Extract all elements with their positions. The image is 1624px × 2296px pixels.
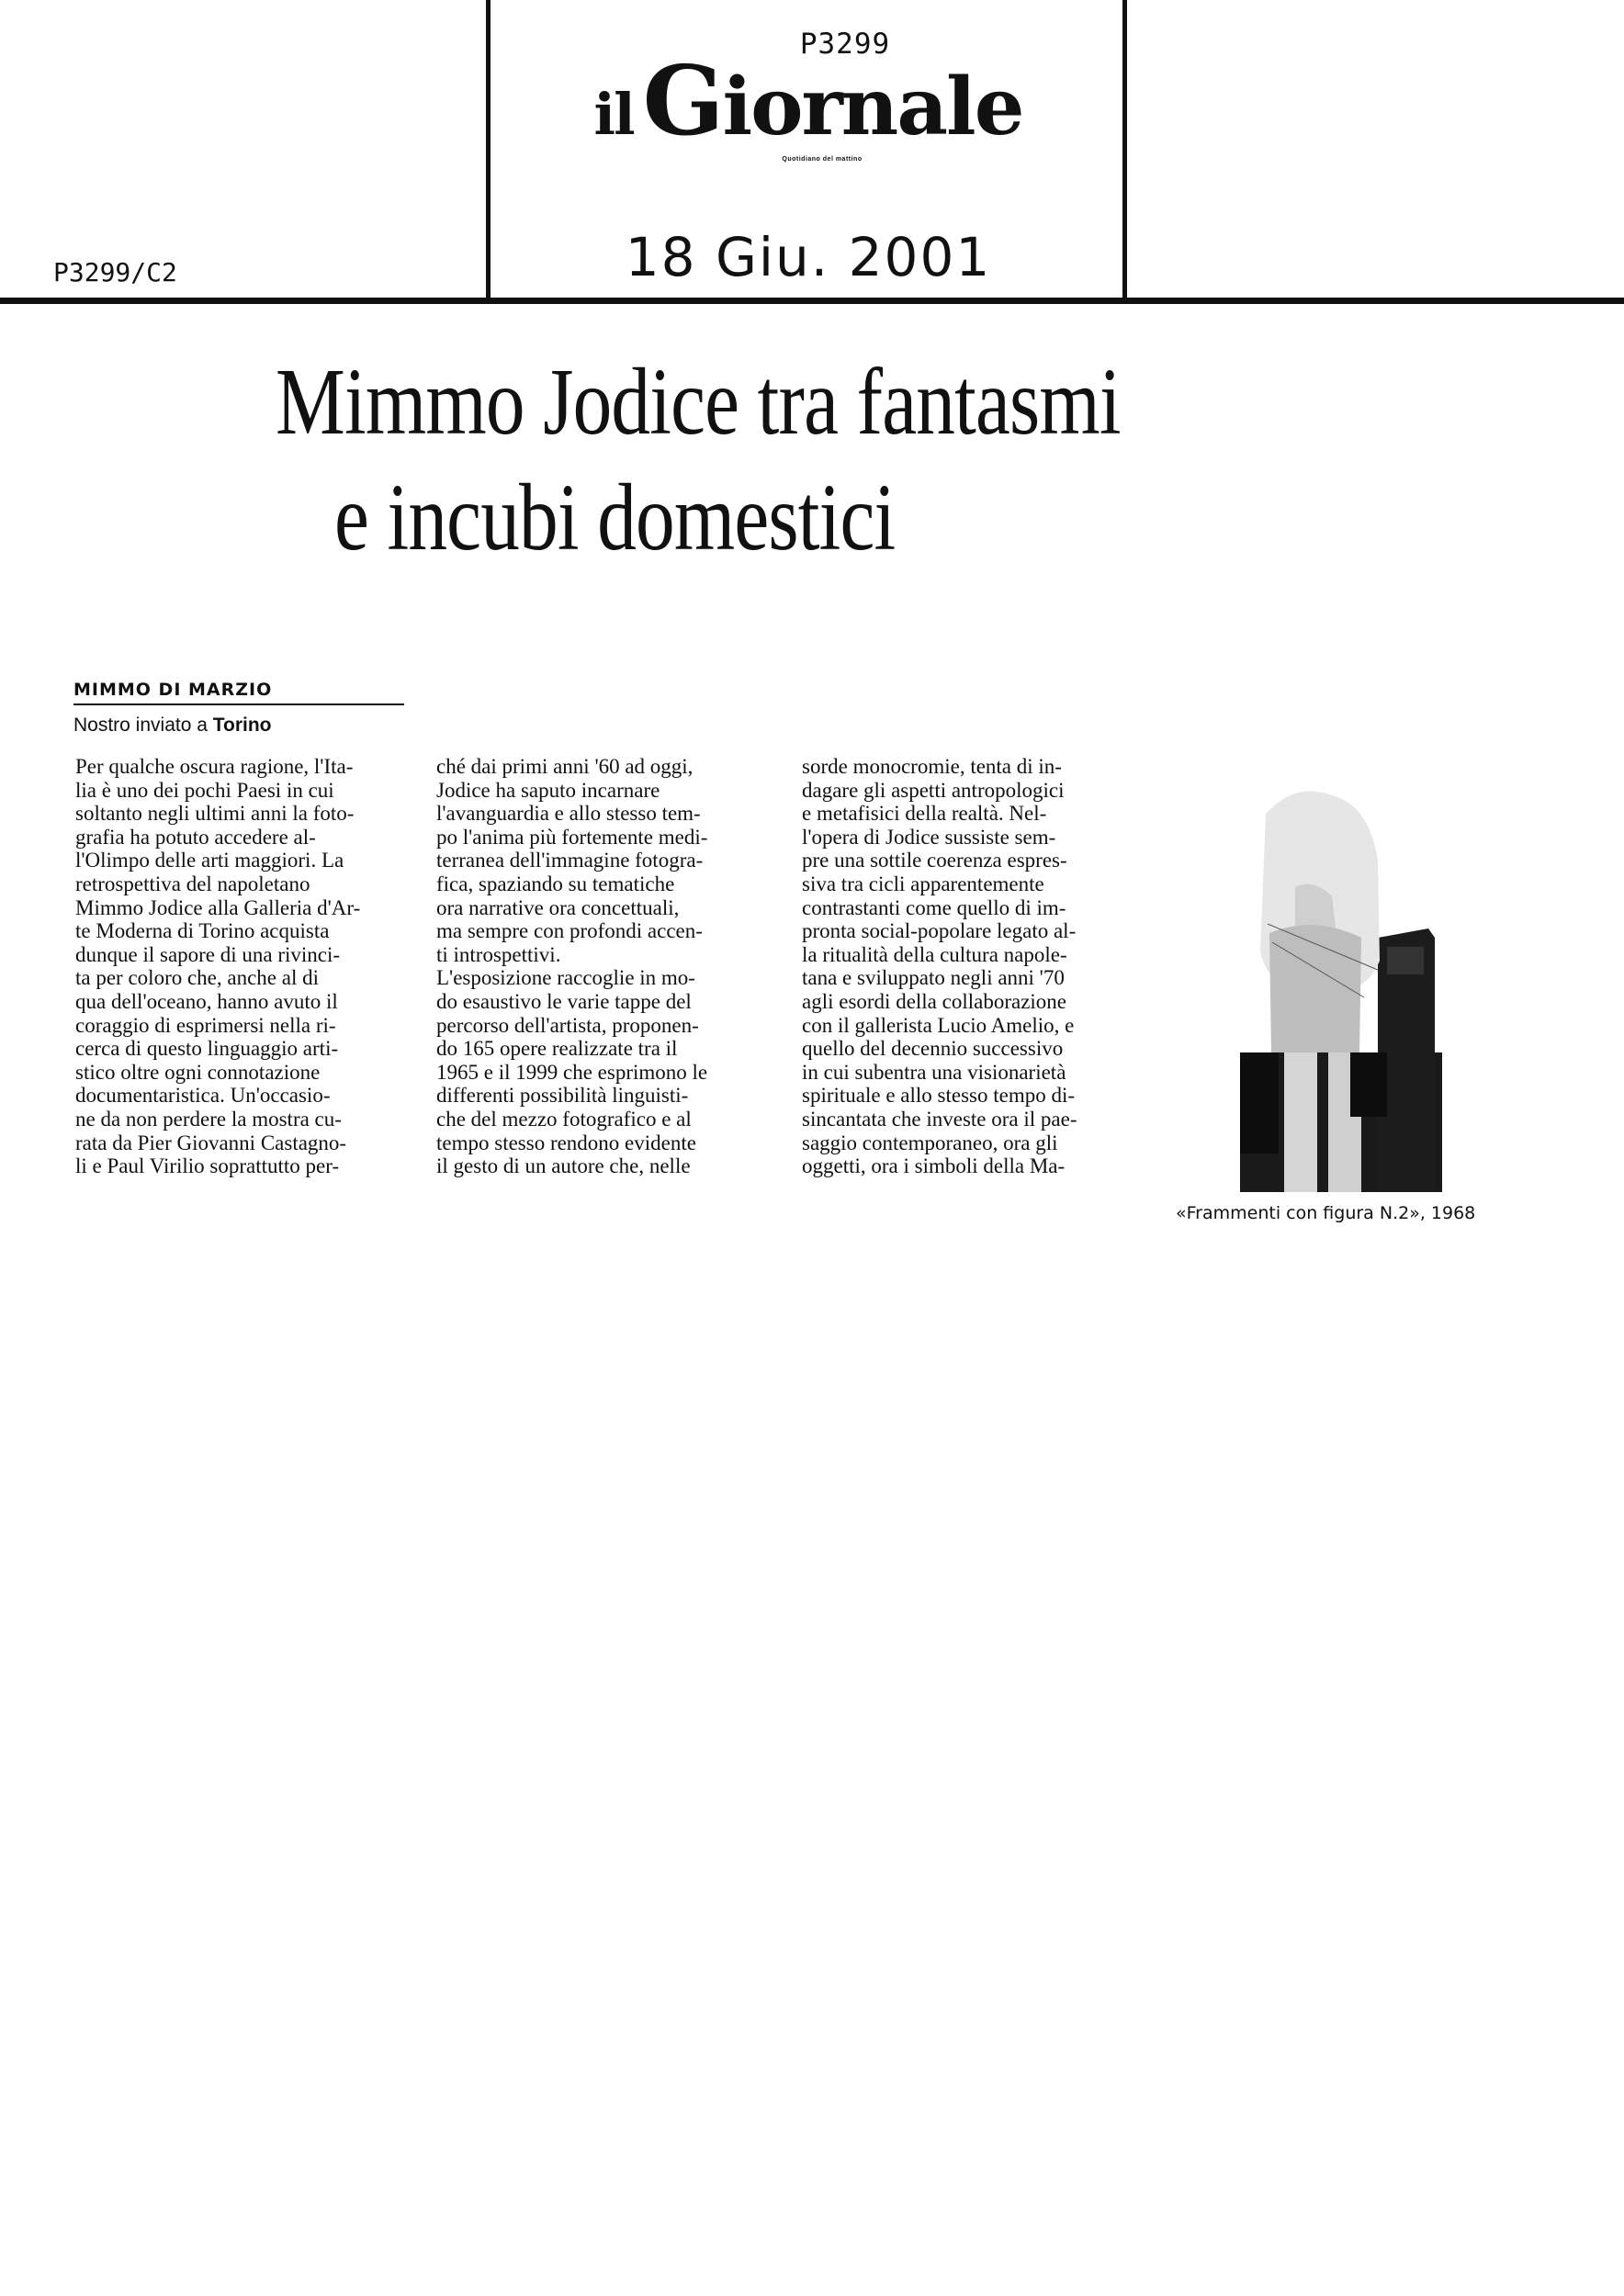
column-1-text: Per qualche oscura ragione, l'Ita- lia è uno dei pochi Paesi in cui soltanto negli ultimi anni la foto- grafia ha potuto accedere al- l'Olimpo delle arti maggiori. La retrospettiva del napoletano Mimmo Jodice alla Galleria d'Ar- te Moderna di Torino acquista dunque il sapore di una rivinci- ta per coloro che, anche al di qua dell'oceano, hanno avuto il coraggio di esprimersi nella ri- cerca di questo linguaggio arti- stico oltre ogni connotazione documentaristica. Un'occasio- ne da non perdere la mostra cu- rata da Pier Giovanni Castagno- li e Paul Virilio soprattutto per- xyxy=(75,755,361,1178)
archive-code-top: P3299 xyxy=(799,28,891,61)
header-divider-right xyxy=(1122,0,1127,303)
column-3-text: sorde monocromie, tenta di in- dagare gli aspetti antropologici e metafisici della realtà. Nel- l'opera di Jodice sussiste sem- pre una sottile coerenza espres- siva tra cicli apparentemente contrastanti come quello di im- pronta social-popolare legato al- la ritualità della cultura napole- tana e sviluppato negli anni '70 agli esordi della collaborazione con il gallerista Lucio Amelio, e quello del decennio successivo in cui subentra una visionarietà spirituale e allo stesso tempo di- sincantata che investe ora il pae- saggio contemporaneo, ora gli oggetti, ora i simboli della Ma- xyxy=(802,755,1077,1178)
byline-prefix: Nostro inviato a xyxy=(73,715,213,736)
byline-author: MIMMO DI MARZIO xyxy=(73,680,404,705)
article-column-3 xyxy=(802,755,1133,1178)
headline-line-1: Mimmo Jodice tra fantasmi xyxy=(276,349,1121,455)
article-photograph xyxy=(1240,777,1442,1192)
archive-code-left: P3299/C2 xyxy=(53,257,177,287)
masthead-subtitle: Quotidiano del mattino xyxy=(782,156,863,163)
article-column-1 xyxy=(75,755,406,1178)
byline-city: Torino xyxy=(212,715,272,736)
headline-line-2: e incubi domestici xyxy=(333,465,896,570)
column-2-text: ché dai primi anni '60 ad oggi, Jodice ha saputo incarnare l'avanguardia e allo stesso tem- po l'anima più fortemente medi- terranea dell'immagine fotogra- fica, spaziando su tematiche ora narrative ora concettuali, ma sempre con profondi accen- ti introspettivi. L'esposizione raccoglie in mo- do esaustivo le varie tappe del percorso dell'artista, proponen- do 165 opere realizzate tra il 1965 e il 1999 che esprimono le differenti possibilità linguisti- che del mezzo fotografico e al tempo stesso rendono evidente il gesto di un autore che, nelle xyxy=(436,755,708,1178)
masthead-g: G xyxy=(642,44,723,157)
publication-date: 18 Giu. 2001 xyxy=(625,226,992,288)
article-headline xyxy=(276,344,1134,576)
byline-location xyxy=(73,715,272,737)
header-rule xyxy=(0,298,1624,304)
masthead-rest: iornale xyxy=(722,61,1023,153)
article-column-2 xyxy=(436,755,767,1178)
photo-caption: «Frammenti con figura N.2», 1968 xyxy=(1176,1203,1476,1223)
masthead-il: il xyxy=(593,81,634,148)
header-divider-left xyxy=(486,0,491,303)
